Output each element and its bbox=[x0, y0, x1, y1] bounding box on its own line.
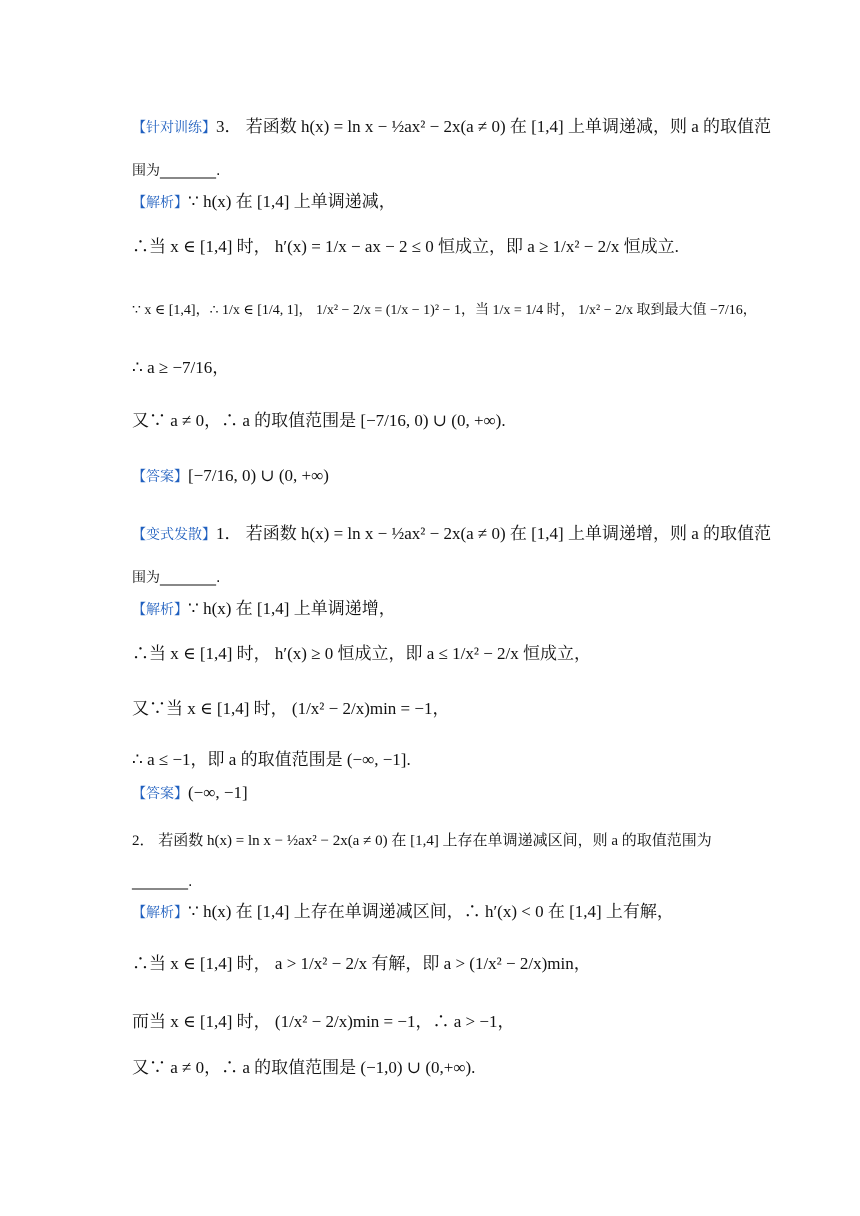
problem3-analysis-line3: ∵ x ∈ [1,4]，∴ 1/x ∈ [1/4, 1]， 1/x² − 2/x = (1/x − 1)² − 1，当 1/x = 1/4 时， 1/x² − 2/x 取到最大值 −7/16， bbox=[132, 303, 757, 318]
variant2-line1 bbox=[132, 829, 752, 852]
variant1-text: 1． 若函数 h(x) = ln x − ½ax² − 2x(a ≠ 0) 在 [1,4] 上单调递增，则 a 的取值范 bbox=[216, 524, 772, 543]
problem3-answer: [−7/16, 0) ∪ (0, +∞) bbox=[188, 466, 329, 485]
variant1-answer: (−∞, −1] bbox=[188, 783, 248, 802]
problem3-analysis-line1: 【解析】∵ h(x) 在 [1,4] 上单调递减， bbox=[132, 192, 396, 211]
variant2-analysis-line3: 而当 x ∈ [1,4] 时， (1/x² − 2/x)min = −1，∴ a > −1， bbox=[132, 1012, 515, 1031]
problem3-blank: 围为________. bbox=[132, 163, 221, 179]
variant1-analysis-line2: ∴当 x ∈ [1,4] 时， h′(x) ≥ 0 恒成立，即 a ≤ 1/x² − 2/x 恒成立， bbox=[132, 644, 592, 663]
problem3-text: 3． 若函数 h(x) = ln x − ½ax² − 2x(a ≠ 0) 在 [1,4] 上单调递减，则 a 的取值范 bbox=[216, 117, 772, 136]
problem3-line2 bbox=[132, 159, 752, 182]
variant-tag: 【变式发散】 bbox=[132, 527, 216, 543]
analysis-tag: 【解析】 bbox=[132, 602, 188, 618]
variant1-analysis-line4: ∴ a ≤ −1，即 a 的取值范围是 (−∞, −1]. bbox=[132, 750, 411, 769]
variant2-analysis-line1: 【解析】∵ h(x) 在 [1,4] 上存在单调递减区间，∴ h′(x) < 0 在 [1,4] 上有解， bbox=[132, 902, 674, 921]
variant1-analysis-line3: 又∵当 x ∈ [1,4] 时， (1/x² − 2/x)min = −1， bbox=[132, 699, 450, 718]
variant1-analysis-line1: 【解析】∵ h(x) 在 [1,4] 上单调递增， bbox=[132, 599, 396, 618]
variant2-line2: ________. bbox=[132, 874, 193, 890]
problem3-answer-line bbox=[132, 465, 752, 488]
answer-tag: 【答案】 bbox=[132, 469, 188, 485]
variant2-text: 2． 若函数 h(x) = ln x − ½ax² − 2x(a ≠ 0) 在 [1,4] 上存在单调递减区间，则 a 的取值范围为 bbox=[132, 833, 712, 849]
practice-tag: 【针对训练】 bbox=[132, 120, 216, 136]
analysis-tag: 【解析】 bbox=[132, 905, 188, 921]
variant1-answer-line bbox=[132, 782, 752, 805]
variant1-line2: 围为________. bbox=[132, 570, 221, 586]
problem3-line1 bbox=[132, 116, 772, 139]
variant2-analysis-line2: ∴当 x ∈ [1,4] 时， a > 1/x² − 2/x 有解，即 a > (1/x² − 2/x)min， bbox=[132, 954, 591, 973]
variant1-line1 bbox=[132, 523, 772, 546]
problem3-analysis-line2: ∴当 x ∈ [1,4] 时， h′(x) = 1/x − ax − 2 ≤ 0 恒成立，即 a ≥ 1/x² − 2/x 恒成立. bbox=[132, 237, 679, 256]
analysis-tag: 【解析】 bbox=[132, 195, 188, 211]
problem3-analysis-line5: 又∵ a ≠ 0，∴ a 的取值范围是 [−7/16, 0) ∪ (0, +∞). bbox=[132, 411, 506, 430]
answer-tag: 【答案】 bbox=[132, 786, 188, 802]
variant2-analysis-line4: 又∵ a ≠ 0，∴ a 的取值范围是 (−1,0) ∪ (0,+∞). bbox=[132, 1058, 476, 1077]
problem3-analysis-line4: ∴ a ≥ −7/16， bbox=[132, 358, 230, 377]
